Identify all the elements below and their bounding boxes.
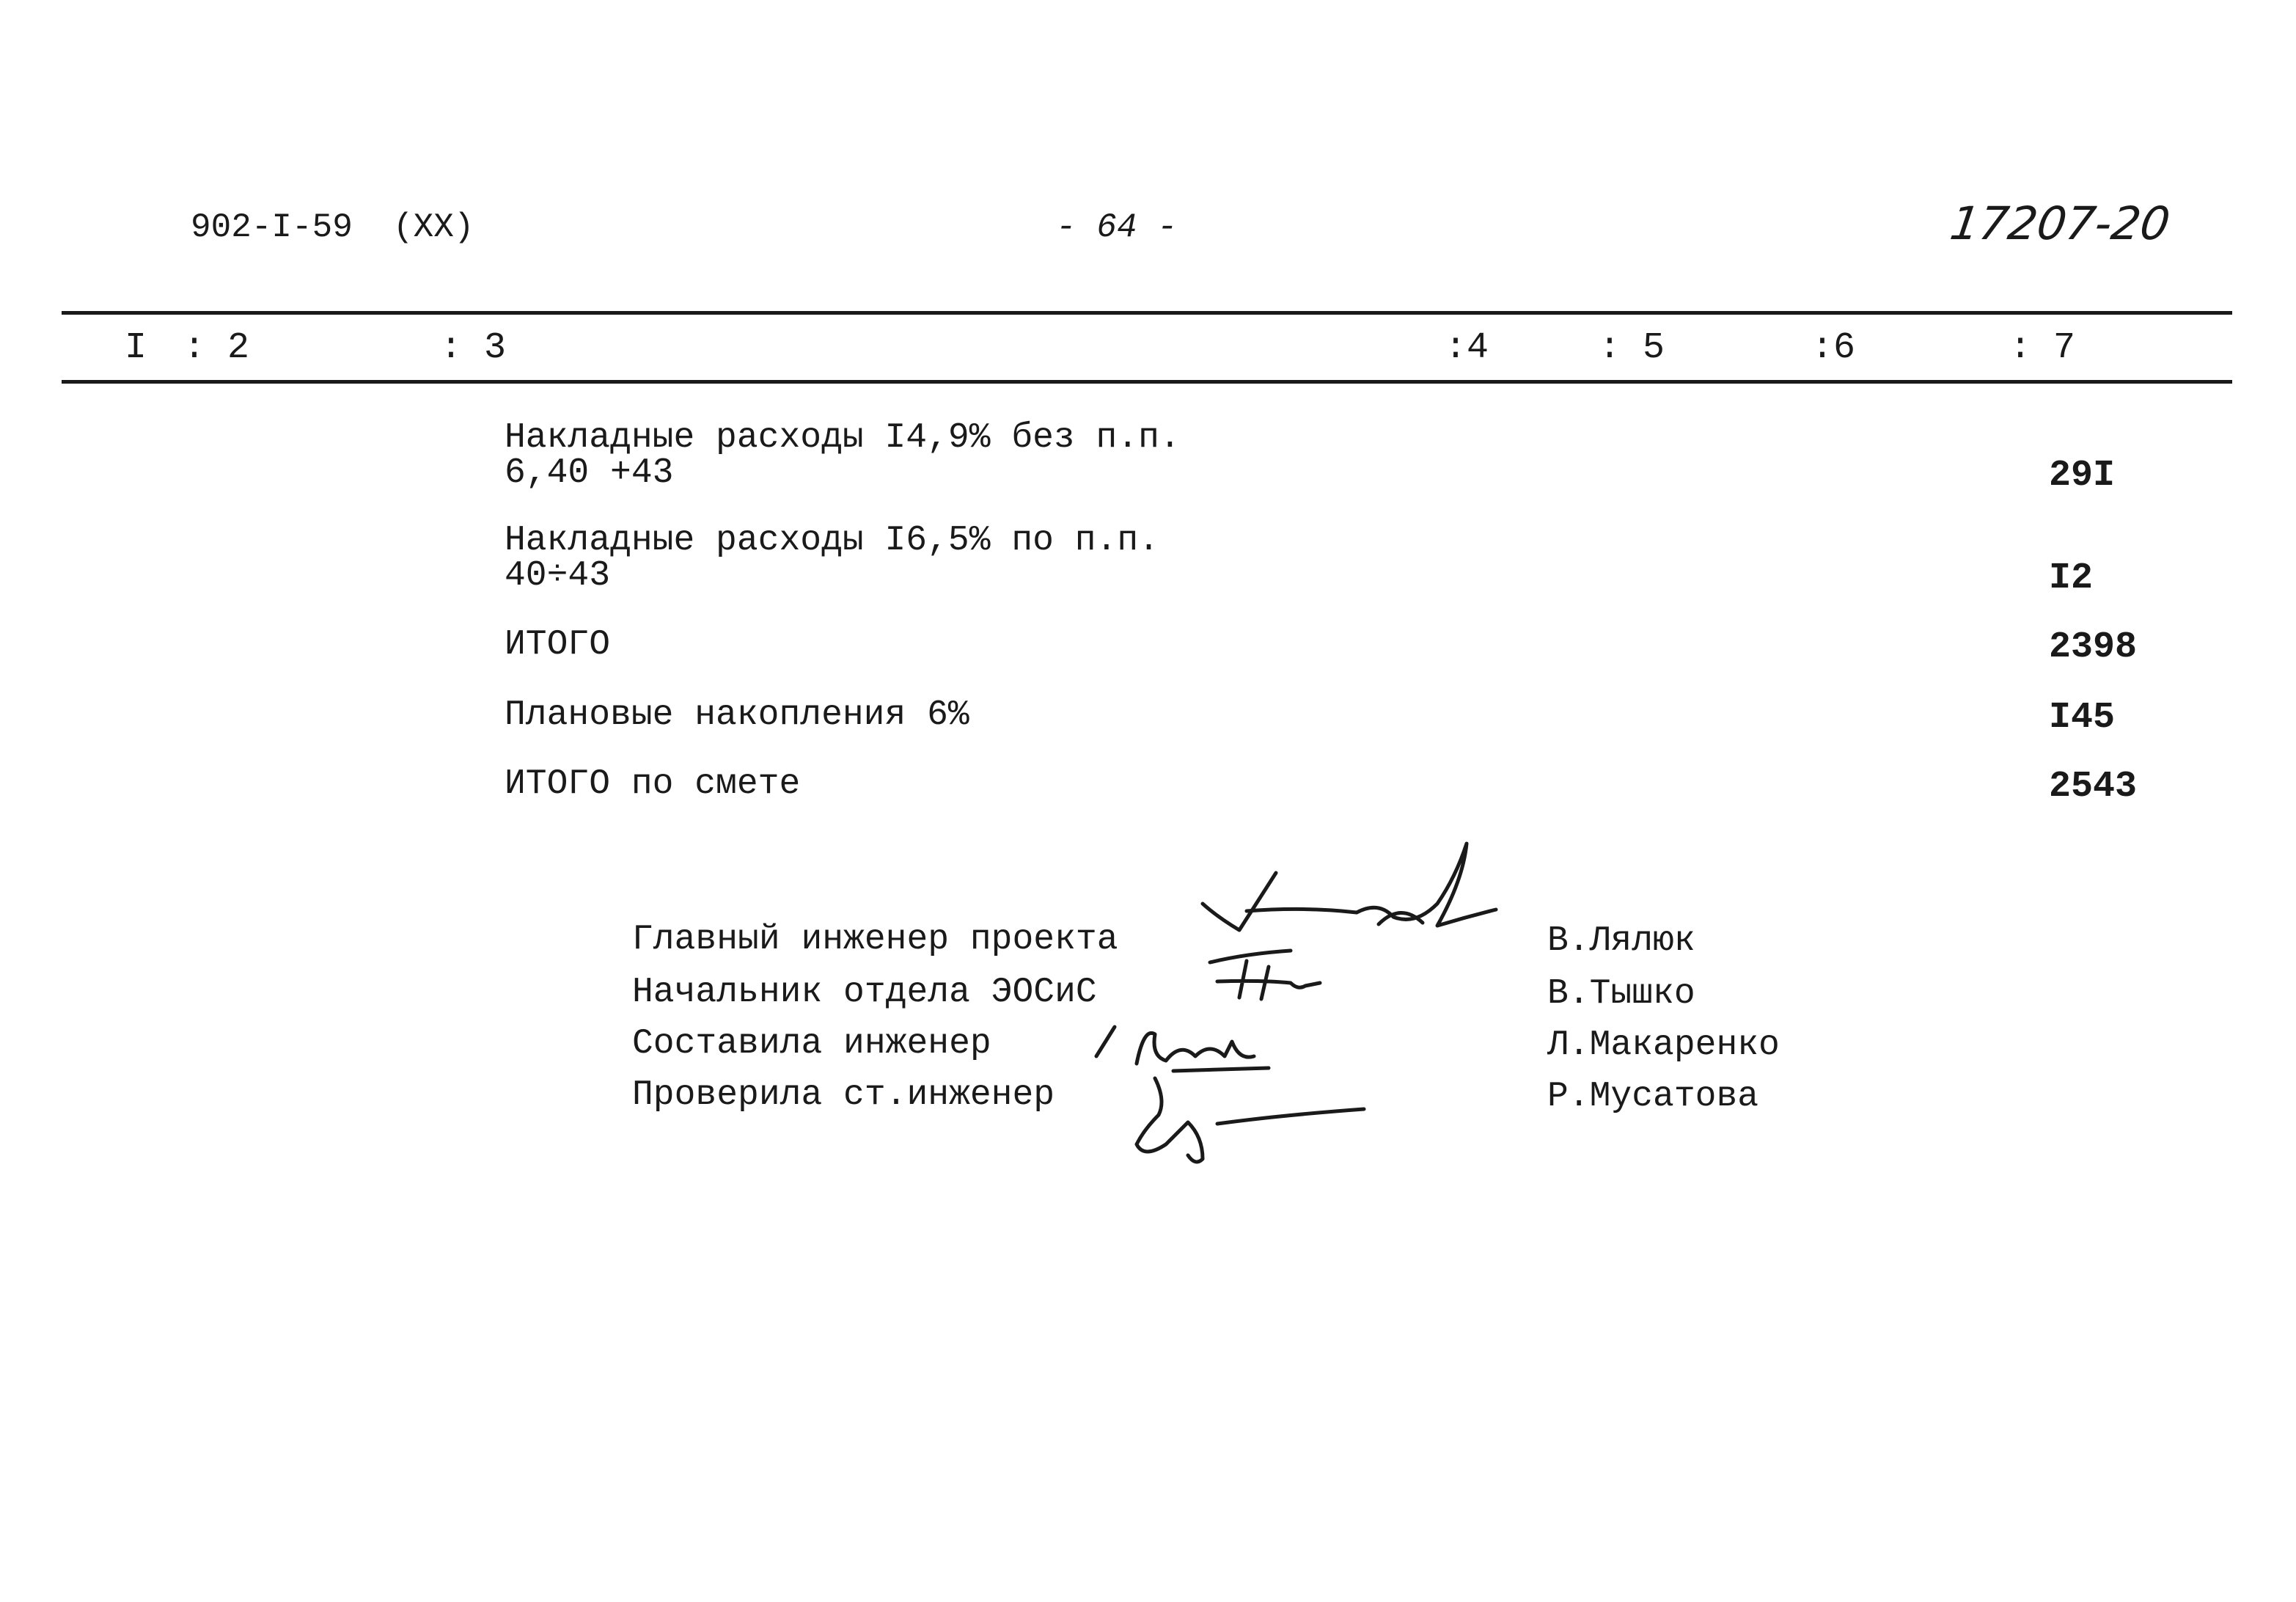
column-number-2: : 2 (183, 327, 250, 369)
item-overhead-16-5-line2: 40÷43 (505, 556, 611, 596)
signature-scribble-4 (1137, 1078, 1364, 1162)
signature-role-department-head: Начальник отдела ЭОСиС (632, 973, 1097, 1012)
item-overhead-14-9-line2: 6,40 +43 (505, 453, 674, 493)
item-overhead-16-5-value: I2 (2049, 557, 2094, 599)
item-overhead-16-5-line1: Накладные расходы I6,5% по п.п. (505, 521, 1159, 560)
item-overhead-14-9-line1: Накладные расходы I4,9% без п.п. (505, 418, 1181, 458)
column-number-4: :4 (1445, 327, 1489, 369)
item-planned-savings-label: Плановые накопления 6% (505, 695, 969, 735)
signature-role-compiled-by: Составила инженер (632, 1024, 991, 1064)
column-number-3: : 3 (440, 327, 507, 369)
signature-name-department-head: В.Тышко (1547, 974, 1695, 1014)
signature-role-checked-by: Проверила ст.инженер (632, 1075, 1055, 1115)
item-subtotal-label: ИТОГО (505, 625, 611, 665)
signature-name-compiled-by: Л.Макаренко (1547, 1025, 1780, 1065)
signature-scribble-3 (1096, 1027, 1269, 1071)
signature-scribble-1 (1203, 844, 1496, 930)
signature-name-checked-by: Р.Мусатова (1547, 1077, 1759, 1116)
signature-name-chief-engineer: В.Лялюк (1547, 921, 1695, 961)
column-number-7: : 7 (2009, 327, 2076, 369)
item-overhead-14-9-value: 29I (2049, 455, 2116, 497)
item-total-label: ИТОГО по смете (505, 764, 801, 804)
column-number-5: : 5 (1599, 327, 1665, 369)
column-number-6: :6 (1811, 327, 1856, 369)
document-code: 902-I-59 (XX) (191, 208, 474, 246)
item-total-value: 2543 (2049, 766, 2138, 808)
signature-scribble-2 (1210, 951, 1320, 999)
item-subtotal-value: 2398 (2049, 626, 2138, 668)
signature-role-chief-engineer: Главный инженер проекта (632, 920, 1118, 959)
archive-number: 17207-20 (1946, 197, 2174, 250)
page-number: - 64 - (1056, 208, 1178, 246)
item-planned-savings-value: I45 (2049, 697, 2116, 739)
column-number-1: I (125, 327, 147, 369)
